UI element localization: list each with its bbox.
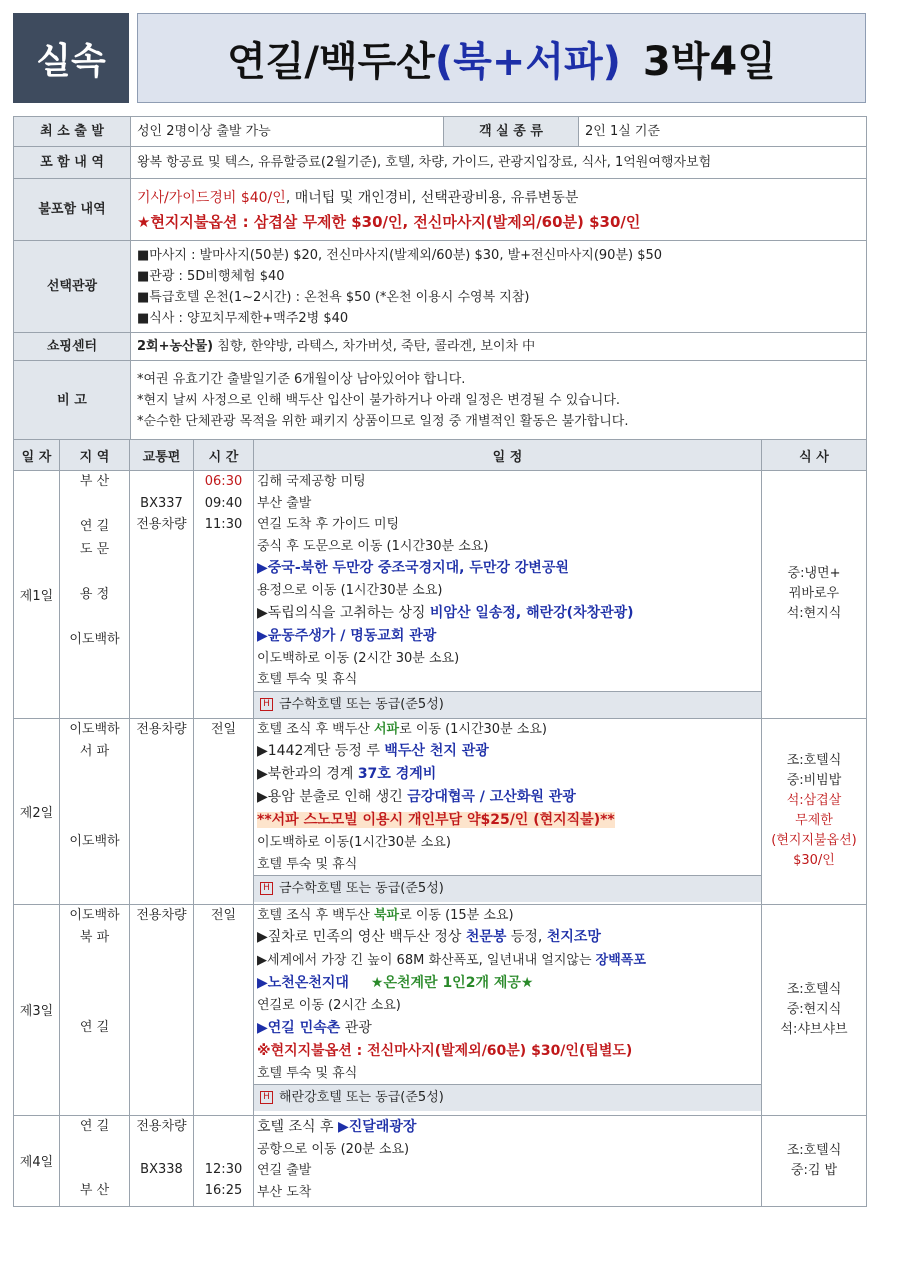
region	[63, 995, 126, 1018]
day-itinerary	[254, 718, 762, 904]
itinerary-highlight: 백두산 천지 관광	[384, 743, 489, 759]
itinerary-line	[257, 719, 758, 741]
itinerary-highlight: 천지조망	[546, 929, 601, 945]
meal: 석:현지식	[786, 606, 842, 622]
page-title	[137, 13, 866, 103]
text: 호텔 조식 후	[257, 1118, 338, 1135]
itinerary-highlight: 37호 경계비	[357, 766, 437, 782]
shopping-items: 침향, 한약방, 라텍스, 차가버섯, 죽탄, 콜라겐, 보이차 中	[213, 339, 536, 354]
day-meals	[762, 904, 867, 1115]
remarks-list	[131, 361, 867, 440]
time: 09:40	[204, 495, 243, 511]
remark-item: *순수한 단체관광 목적을 위한 패키지 상품이므로 일정 중 개별적인 활동은 불가합니다.	[137, 413, 629, 429]
meal: 중:현지식	[786, 1001, 842, 1017]
day-meals	[762, 1115, 867, 1206]
info-row-min-departure	[14, 117, 867, 147]
col-time: 시 간	[194, 440, 254, 471]
day-times	[194, 471, 254, 719]
day-times	[194, 718, 254, 904]
time: 06:30	[204, 474, 243, 489]
region	[63, 1137, 126, 1159]
hotel-icon: H	[260, 882, 273, 895]
time: 12:30	[204, 1161, 243, 1177]
transport: 전용차량	[136, 907, 187, 923]
title-paren: (북+서파)	[434, 38, 621, 85]
meal: 석:샤브샤브	[780, 1021, 848, 1037]
info-table	[13, 116, 867, 440]
excludes-local-option: ★현지지불옵션 : 삼겹살 무제한 $30/인, 전신마사지(발제외/60분) $30/인	[137, 212, 641, 231]
itinerary-line: 공항으로 이동 (20분 소요)	[257, 1141, 410, 1157]
min-departure-label: 최 소 출 발	[14, 117, 131, 147]
transport: 전용차량	[136, 721, 187, 737]
excludes-guide-fee: 기사/가이드경비 $40/인	[137, 189, 286, 206]
schedule-header-row	[14, 440, 867, 471]
day-regions	[60, 904, 130, 1115]
text: ▶세계에서 가장 긴 높이 68M 화산폭포, 일년내내 얼지않는	[257, 953, 596, 968]
region: 연 길	[79, 519, 110, 534]
itinerary-line	[257, 786, 758, 809]
remark-item: *현지 날씨 사정으로 인해 백두산 입산이 불가하거나 아래 일정은 변경될 수 있습니다.	[137, 392, 621, 408]
snowmobile-note: **서파 스노모빌 이용시 개인부담 약$25/인 (현지직불)**	[257, 812, 615, 828]
itinerary-highlight: 금강대협곡 / 고산화원 관광	[407, 789, 576, 805]
region: 도 문	[79, 541, 110, 557]
local-option-note: ※현지지불옵션 : 전신마사지(발제외/60분) $30/인(팁별도)	[257, 1042, 633, 1059]
schedule-day-4	[14, 1115, 867, 1206]
region: 용 정	[79, 586, 110, 602]
itinerary-highlight: 서파	[374, 721, 400, 737]
itinerary-line: 중식 후 도문으로 이동 (1시간30분 소요)	[257, 538, 489, 554]
col-itinerary: 일 정	[254, 440, 762, 471]
meal: (현지지불옵션)	[771, 833, 857, 848]
shopping-count: 2회+농산물)	[137, 339, 214, 354]
time	[197, 1137, 250, 1159]
day-transport	[130, 904, 194, 1115]
header-badge: 실속	[13, 13, 129, 103]
day-label: 제2일	[14, 718, 60, 904]
flight-number: BX338	[140, 1161, 183, 1177]
day-label: 제4일	[14, 1115, 60, 1206]
itinerary-line: 용정으로 이동 (1시간30분 소요)	[257, 583, 443, 598]
itinerary-line: 이도백하로 이동(1시간30분 소요)	[257, 835, 451, 850]
itinerary-line: 호텔 투숙 및 휴식	[257, 672, 358, 687]
excludes-label: 불포함 내역	[14, 179, 131, 241]
optional-item: ■관광 : 5D비행체험 $40	[137, 268, 285, 284]
egg-offer: ★온천계란 1인2개 제공★	[370, 975, 534, 991]
region: 이도백하	[69, 631, 120, 647]
text: ▶용암 분출로 인해 생긴	[257, 789, 408, 805]
itinerary-highlight: 비암산 일송정, 해란강(차창관광)	[429, 604, 634, 621]
region: 부 산	[79, 1183, 110, 1198]
schedule-day-2	[14, 718, 867, 904]
text: 로 이동 (1시간30분 소요)	[399, 721, 547, 737]
region	[63, 494, 126, 517]
min-departure-value: 성인 2명이상 출발 가능	[131, 117, 444, 147]
hotel-row	[254, 691, 761, 718]
itinerary-line	[257, 763, 758, 786]
info-row-excludes	[14, 179, 867, 241]
region: 연 길	[79, 1118, 110, 1134]
itinerary-line: 연길 출발	[257, 1163, 312, 1178]
col-transport: 교통편	[130, 440, 194, 471]
includes-value: 왕복 항공료 및 텍스, 유류할증료(2월기준), 호텔, 차량, 가이드, 관광지입장료, 식사, 1억원여행자보험	[131, 147, 867, 179]
day-regions	[60, 471, 130, 719]
region: 서 파	[79, 744, 110, 759]
itinerary-line	[257, 972, 758, 995]
region	[63, 786, 126, 809]
itinerary-line	[257, 926, 758, 949]
title-tail: 3박4일	[642, 38, 776, 85]
itinerary-line	[257, 740, 758, 763]
itinerary-line	[257, 1017, 758, 1040]
text: ▶1442계단 등정 루	[257, 743, 385, 759]
col-meals: 식 사	[762, 440, 867, 471]
region	[63, 972, 126, 995]
itinerary-line	[257, 602, 758, 625]
optional-item: ■특급호텔 온천(1~2시간) : 온천욕 $50 (*온천 이용시 수영복 지참)	[137, 289, 530, 305]
excludes-value	[131, 179, 867, 241]
optional-item: ■식사 : 양꼬치무제한+맥주2병 $40	[137, 310, 349, 326]
itinerary-line	[257, 809, 758, 832]
day-label: 제3일	[14, 904, 60, 1115]
region	[63, 561, 126, 584]
time: 전일	[210, 907, 237, 923]
day-regions	[60, 718, 130, 904]
itinerary-line	[257, 949, 758, 972]
shopping-value	[131, 333, 867, 361]
itinerary-highlight: 천문봉	[465, 929, 507, 945]
text: 등정,	[506, 929, 547, 945]
day-itinerary	[254, 904, 762, 1115]
hotel-name: 금수학호텔 또는 동급(준5성)	[279, 696, 444, 712]
region	[63, 950, 126, 973]
itinerary-line: 연길로 이동 (2시간 소요)	[257, 998, 401, 1013]
text: ▶북한과의 경계	[257, 766, 358, 782]
flight-number: BX337	[140, 495, 183, 511]
region: 북 파	[79, 930, 110, 945]
optional-label: 선택관광	[14, 241, 131, 333]
itinerary-line: 호텔 투숙 및 휴식	[257, 856, 358, 872]
region: 이도백하	[69, 834, 120, 849]
day-times	[194, 904, 254, 1115]
region: 연 길	[79, 1020, 110, 1035]
text: 호텔 조식 후 백두산	[257, 721, 374, 737]
day-regions	[60, 1115, 130, 1206]
hotel-row	[254, 875, 761, 902]
itinerary-line	[257, 905, 758, 927]
itinerary-line: 호텔 투숙 및 휴식	[257, 1065, 358, 1081]
schedule-day-3	[14, 904, 867, 1115]
day-transport	[130, 1115, 194, 1206]
shopping-label: 쇼핑센터	[14, 333, 131, 361]
itinerary-highlight: 연길 민속촌	[267, 1019, 341, 1036]
hotel-name: 해란강호텔 또는 동급(준5성)	[279, 1090, 444, 1105]
meal: 꿔바로우	[788, 586, 840, 602]
itinerary-line: 부산 출발	[257, 495, 312, 511]
time: 전일	[210, 721, 237, 737]
transport	[133, 1137, 190, 1159]
itinerary-line: 이도백하로 이동 (2시간 30분 소요)	[257, 650, 460, 666]
info-row-remarks	[14, 361, 867, 440]
itinerary-line: 연길 도착 후 가이드 미팅	[257, 517, 400, 532]
day-meals	[762, 718, 867, 904]
day-meals	[762, 471, 867, 719]
text: ▶	[257, 1019, 268, 1036]
day-itinerary	[254, 471, 762, 719]
text: 호텔 조식 후 백두산	[257, 907, 374, 923]
time	[197, 1116, 250, 1138]
optional-item: ■마사지 : 발마사지(50분) $20, 전신마사지(발제외/60분) $30, 발+전신마사지(90분) $50	[137, 247, 663, 263]
region	[63, 606, 126, 629]
hotel-row	[254, 1084, 761, 1111]
meal: 중:김 밥	[790, 1162, 838, 1178]
transport	[133, 471, 190, 493]
optional-list	[131, 241, 867, 333]
hotel-icon: H	[260, 698, 273, 711]
itinerary-highlight: ▶노천온천지대	[257, 975, 349, 991]
itinerary-highlight: ▶진달래광장	[337, 1118, 417, 1135]
region: 이도백하	[69, 721, 120, 737]
region	[63, 764, 126, 787]
remarks-label: 비 고	[14, 361, 131, 440]
includes-label: 포 함 내 역	[14, 147, 131, 179]
meal: 무제한	[795, 813, 833, 828]
time: 11:30	[204, 517, 243, 532]
info-row-shopping	[14, 333, 867, 361]
text: ▶독립의식을 고취하는 상징	[257, 604, 430, 621]
schedule-table	[13, 439, 867, 1207]
text: 로 이동 (15분 소요)	[399, 907, 514, 923]
text: ▶짚차로 민족의 영산 백두산 정상	[257, 929, 466, 945]
meal: $30/인	[793, 853, 835, 868]
region: 이도백하	[69, 907, 120, 923]
info-row-includes	[14, 147, 867, 179]
meal: 석:삼겹살	[786, 793, 842, 808]
time: 16:25	[204, 1183, 243, 1198]
meal: 조:호텔식	[786, 981, 842, 997]
hotel-icon: H	[260, 1091, 273, 1104]
transport: 전용차량	[136, 517, 187, 532]
meal: 조:호텔식	[786, 753, 842, 768]
room-type-value: 2인 1실 기준	[579, 117, 867, 147]
day-itinerary	[254, 1115, 762, 1206]
itinerary-highlight: 장백폭포	[595, 953, 646, 968]
transport: 전용차량	[136, 1118, 187, 1134]
day-label: 제1일	[14, 471, 60, 719]
itinerary-highlight: ▶윤동주생가 / 명동교회 관광	[257, 627, 437, 644]
itinerary-highlight: ▶중국-북한 두만강 중조국경지대, 두만강 강변공원	[257, 560, 569, 576]
meal: 중:냉면+	[787, 566, 841, 582]
room-type-label: 객 실 종 류	[444, 117, 579, 147]
day-transport	[130, 718, 194, 904]
meal: 조:호텔식	[786, 1142, 842, 1158]
col-region: 지 역	[60, 440, 130, 471]
title-main: 연길/백두산	[227, 38, 435, 85]
excludes-rest: , 매너팁 및 개인경비, 선택관광비용, 유류변동분	[285, 189, 579, 206]
col-day: 일 자	[14, 440, 60, 471]
text: 관광	[340, 1019, 372, 1036]
day-times	[194, 1115, 254, 1206]
info-row-optional	[14, 241, 867, 333]
meal: 중:비빔밥	[786, 773, 842, 788]
remark-item: *여권 유효기간 출발일기준 6개월이상 남아있어야 합니다.	[137, 371, 466, 387]
region	[63, 1159, 126, 1181]
itinerary-line: 김해 국제공항 미팅	[257, 474, 366, 489]
region: 부 산	[79, 474, 110, 489]
schedule-day-1	[14, 471, 867, 719]
itinerary-highlight: 북파	[374, 907, 400, 923]
itinerary-line	[257, 1116, 758, 1139]
region	[63, 809, 126, 832]
itinerary-line: 부산 도착	[257, 1184, 312, 1200]
day-transport	[130, 471, 194, 719]
hotel-name: 금수학호텔 또는 동급(준5성)	[279, 881, 444, 896]
